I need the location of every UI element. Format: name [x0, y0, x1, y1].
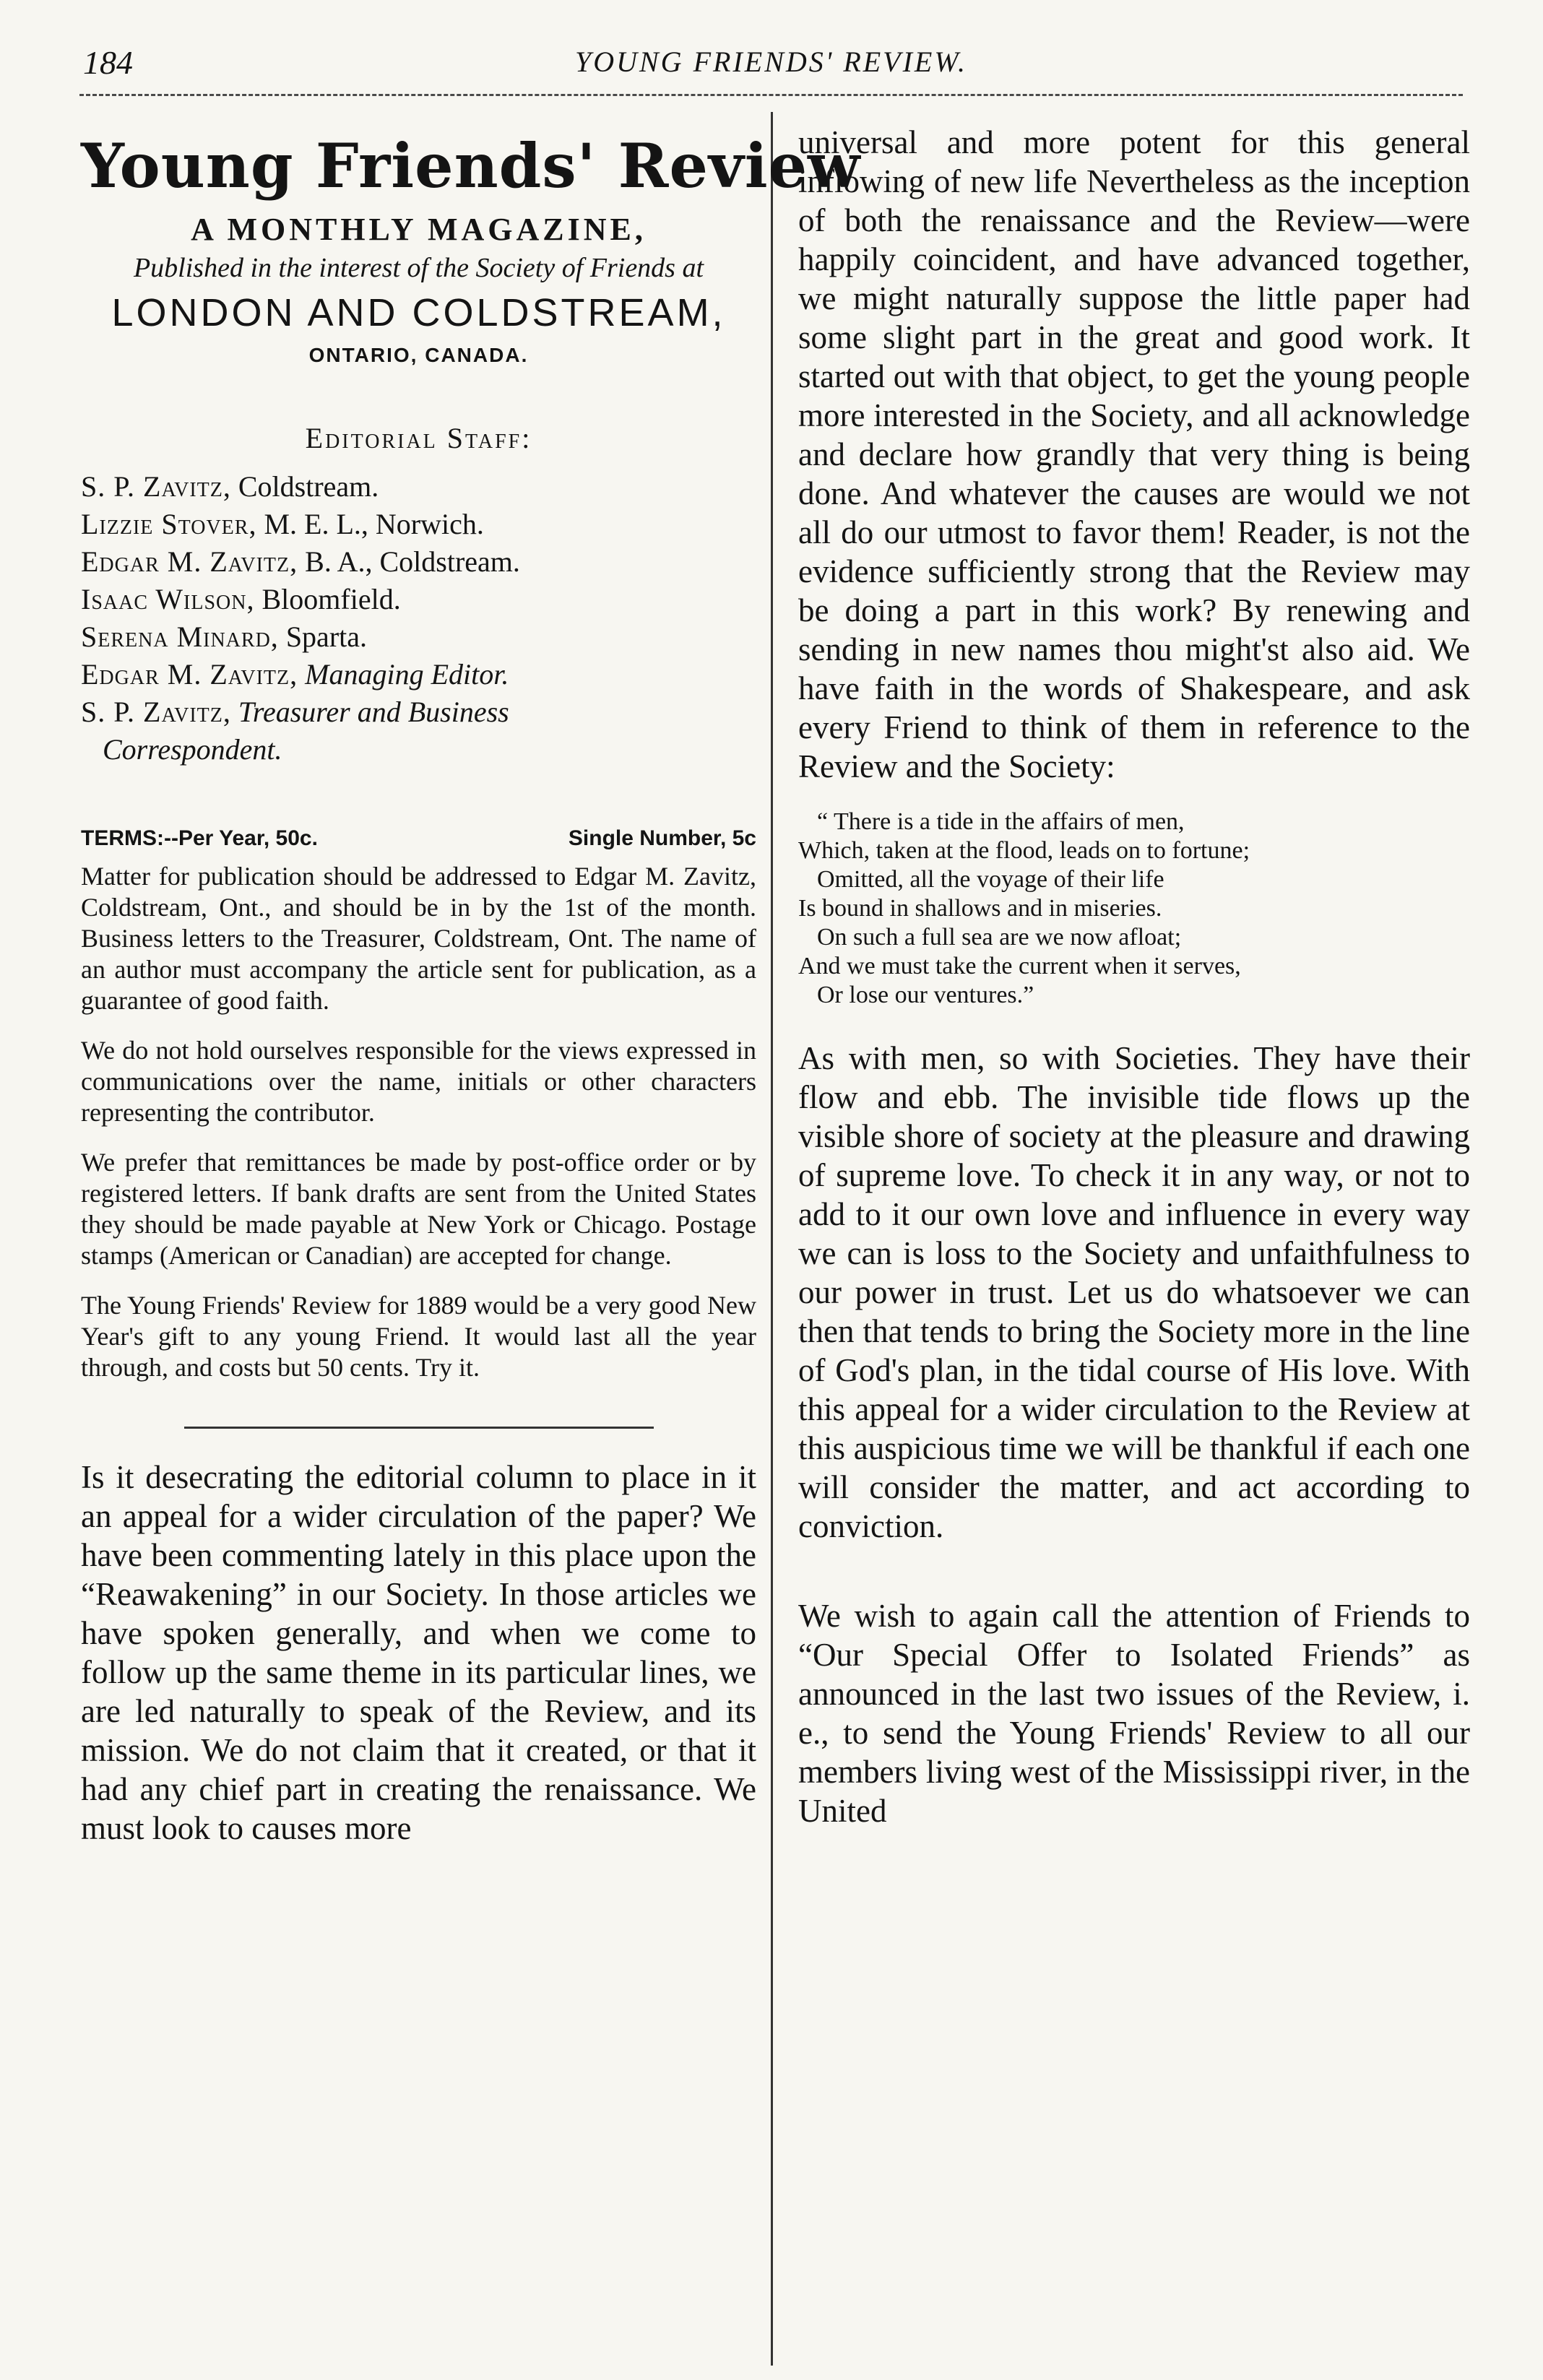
- running-title: YOUNG FRIENDS' REVIEW.: [574, 46, 968, 78]
- staff-role: Correspondent.: [103, 733, 282, 766]
- terms-per-year: TERMS:--Per Year, 50c.: [81, 826, 318, 850]
- masthead-place: LONDON AND COLDSTREAM,: [111, 291, 726, 334]
- staff-name: Edgar M. Zavitz,: [81, 658, 298, 691]
- staff-role: M. E. L., Norwich.: [264, 508, 484, 540]
- staff-member: [81, 468, 756, 506]
- poem-line: And we must take the current when it serves,: [798, 953, 1241, 979]
- staff-role: Sparta.: [285, 620, 367, 653]
- staff-member: [81, 618, 756, 656]
- staff-role: Managing Editor.: [305, 658, 509, 691]
- staff-name: Serena Minard,: [81, 620, 279, 653]
- terms-single-number: Single Number, 5c: [568, 826, 756, 850]
- editorial-paragraph: universal and more potent for this general inflowing of new life Nevertheless as the inception of both the renaissance and the Review—were happily coincident, and have advanced together, we might naturally suppose the little paper had some slight part in the great and good work. It started out with that object, to get the young people more interested in the Society, and all acknowledge and declare how grandly that very thing is being done. And whatever the causes are would we not all do our utmost to favor them! Reader, is not the evidence sufficiently strong that the Review may be doing a part in this work? By renewing and sending in new names thou might'st also aid. We have faith in the words of Shakespeare, and ask every Friend to think of them in reference to the Review and the Society:: [798, 124, 1470, 784]
- left-column: [81, 130, 861, 1848]
- column-divider: [771, 112, 773, 2366]
- notice-paragraph: We prefer that remittances be made by post-office order or by registered letters. If bank drafts are sent from the United States they should be made payable at New York or Chicago. Postage stamps (American or Canadian) are accepted for change.: [81, 1148, 756, 1270]
- staff-name: Isaac Wilson,: [81, 583, 255, 615]
- staff-member: [81, 581, 756, 618]
- masthead-country: ONTARIO, CANADA.: [308, 344, 529, 366]
- editorial-paragraph: We wish to again call the attention of Friends to “Our Special Offer to Isolated Friends” as announced in the last two issues of the Review, i. e., to send the Young Friends' Review to all our members living west of the Mississippi river, in the United: [798, 1598, 1470, 1829]
- running-head: [83, 43, 1459, 87]
- notice-paragraph: Matter for publication should be addressed to Edgar M. Zavitz, Coldstream, Ont., and should be in by the 1st of the month. Business letters to the Treasurer, Coldstream, Ont. The name of an author must accompany the article sent for publication, as a guarantee of good faith.: [81, 862, 756, 1015]
- staff-name: S. P. Zavitz,: [81, 470, 231, 503]
- staff-role: B. A., Coldstream.: [305, 545, 520, 578]
- staff-name: Edgar M. Zavitz,: [81, 545, 298, 578]
- header-rule: [79, 94, 1463, 96]
- editorial-paragraph: Is it desecrating the editorial column to place in it an appeal for a wider circulation of the paper? We have been commenting lately in this place upon the “Reawakening” in our Society. In those articles we have spoken generally, and when we come to follow up the same theme in its particular lines, we are led naturally to speak of the Review, and its mission. We do not claim that it created, or that it had any chief part in creating the renaissance. We must look to causes more: [81, 1459, 756, 1846]
- masthead-title: Young Friends' Review: [81, 130, 861, 202]
- editorial-staff-list: [81, 468, 756, 769]
- staff-role: Bloomfield.: [262, 583, 401, 615]
- right-column: [798, 123, 1470, 1830]
- subscription-terms: [81, 826, 756, 851]
- notice-paragraph: The Young Friends' Review for 1889 would be a very good New Year's gift to any young Friend. It would last all the year through, and costs but 50 cents. Try it.: [81, 1291, 756, 1382]
- section-rule: [184, 1427, 654, 1429]
- staff-member: [81, 506, 756, 543]
- poem-line: “ There is a tide in the affairs of men,: [817, 808, 1185, 835]
- poem-line: On such a full sea are we now afloat;: [817, 924, 1182, 951]
- staff-member-continuation: [81, 731, 756, 769]
- editorial-paragraph: As with men, so with Societies. They have their flow and ebb. The invisible tide flows up the visible shore of society at the pleasure and drawing of supreme love. To check it in any way, or not to add to it our own love and influence in every way we can is loss to the Society and unfaithfulness to our power in trust. Let us do whatsoever we can then that tends to bring the Society more in the line of God's plan, in the tidal course of His love. With this appeal for a wider circulation to the Review at this auspicious time we will be thankful if each one will consider the matter, and act according to conviction.: [798, 1040, 1470, 1544]
- staff-member: [81, 693, 756, 731]
- masthead-published-line: Published in the interest of the Society of Friends at: [133, 253, 704, 283]
- page-number: 184: [83, 44, 133, 81]
- poem-line: Or lose our ventures.”: [817, 982, 1034, 1008]
- notice-paragraph: We do not hold ourselves responsible for the views expressed in communications over the name, initials or other characters representing the contributor.: [81, 1036, 756, 1127]
- staff-name: Lizzie Stover,: [81, 508, 257, 540]
- masthead-subtitle: A MONTHLY MAGAZINE,: [191, 212, 647, 247]
- shakespeare-quote: [798, 808, 1470, 1010]
- staff-name: S. P. Zavitz,: [81, 696, 231, 728]
- poem-line: Which, taken at the flood, leads on to fortune;: [798, 837, 1250, 864]
- staff-member: [81, 543, 756, 581]
- staff-member: [81, 656, 756, 693]
- poem-line: Omitted, all the voyage of their life: [817, 866, 1164, 893]
- staff-role: Treasurer and Business: [238, 696, 509, 728]
- editorial-staff-heading: Editorial Staff:: [305, 422, 532, 454]
- poem-line: Is bound in shallows and in miseries.: [798, 895, 1162, 922]
- staff-role: Coldstream.: [238, 470, 379, 503]
